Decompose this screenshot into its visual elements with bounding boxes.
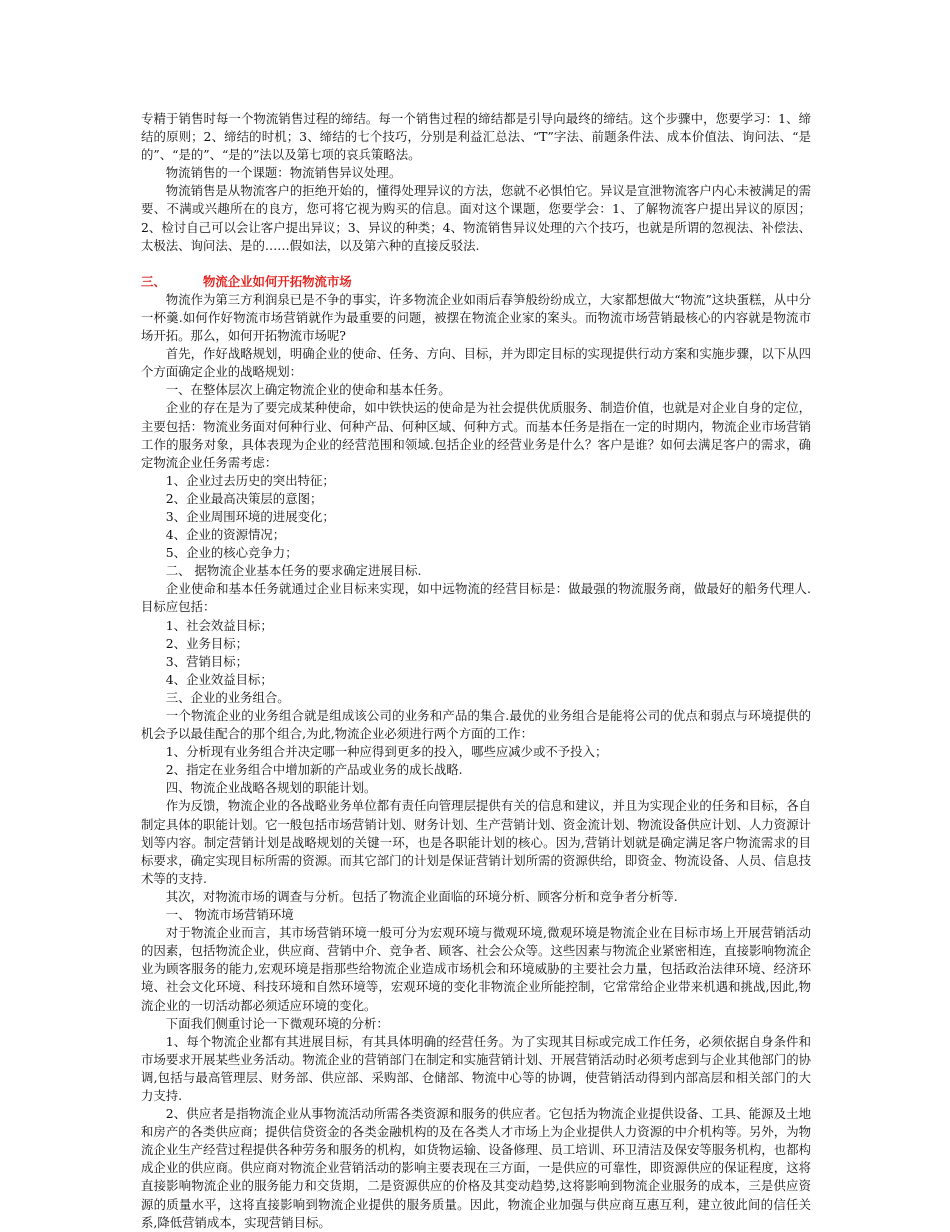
body-paragraph: 作为反馈，物流企业的各战略业务单位都有责任向管理层提供有关的信息和建议，并且为实现企业的任务和目标，各自制定具体的职能计划。它一般包括市场营销计划、财务计划、生产营销计划、资金流计划、物流设备供应计划、人力资源计划等内容。制定营销计划是战略规划的关键一环，也是各职能计划的核心。因为,营销计划就是确定满足客户物流需求的目标要求，确定实现目标所需的资源。而其它部门的计划是保证营销计划所需的资源供给，即资金、物流设备、人员、信息技术等的支持. [141,798,811,886]
body-paragraph: 物流作为第三方利润泉已是不争的事实，许多物流企业如雨后春笋般纷纷成立，大家都想做大“物流”这块蛋糕，从中分一杯羹.如何作好物流市场营销就作为最重要的问题，被摆在物流企业家的案头。而物流市场营销最核心的内容就是物流市场开拓。那么，如何开拓物流市场呢? [141,291,811,344]
body-paragraph: 1、企业过去历史的突出特征； [165,472,335,488]
body-paragraph: 2、供应者是指物流企业从事物流活动所需各类资源和服务的供应者。它包括为物流企业提供设备、工具、能源及土地和房产的各类供应商；提供信贷资金的各类金融机构的及在各类人才市场上为企业提供人力资源的中介机构等。另外，为物流企业生产经营过程提供各种劳务和服务的机构，如货物运输、设备修理、员工培训、环卫清洁及保安等服务机构，也都构成企业的供应商。供应商对物流企业营销活动的影响主要表现在三方面，一是供应的可靠性，即资源供应的保证程度，这将直接影响物流企业的服务能力和交货期，二是资源供应的价格及其变动趋势,这将影响到物流企业服务的成本，三是供应资源的质量水平，这将直接影响到物流企业提供的服务质量。因此，物流企业加强与供应商互惠互利，建立彼此间的信任关系,降低营销成本，实现营销目标。 [141,1106,811,1230]
body-paragraph: 2、企业最高决策层的意图； [165,490,323,506]
intro-paragraph-2: 物流销售的一个课题：物流销售异议处理。 [165,165,402,181]
section-body [141,291,811,1232]
body-paragraph: 企业的存在是为了要完成某种使命，如中铁快运的使命是为社会提供优质服务、制造价值，也就是对企业自身的定位，主要包括：物流业务面对何种行业、何种产品、何种区域、何种方式。而基本任务是指在一定的时期内，物流企业市场营销工作的服务对象，具体表现为企业的经营范围和领域.包括企业的经营业务是什么？客户是谁？如何去满足客户的需求，确定物流企业任务需考虑： [141,400,811,470]
body-paragraph: 2、指定在业务组合中增加新的产品或业务的成长战略. [165,762,463,778]
body-paragraph: 企业使命和基本任务就通过企业目标来实现，如中远物流的经营目标是：做最强的物流服务商，做最好的船务代理人.目标应包括： [141,581,811,615]
section-number: 三、 [141,273,166,289]
section-gap [141,255,811,273]
body-paragraph: 5、企业的核心竞争力； [165,545,298,561]
body-paragraph: 一个物流企业的业务组合就是组成该公司的业务和产品的集合.最优的业务组合是能将公司的优点和弱点与环境提供的机会予以最佳配合的那个组合,为此,物流企业必须进行两个方面的工作： [141,708,811,742]
body-paragraph: 一、在整体层次上确定物流企业的使命和基本任务。 [165,382,451,398]
body-paragraph: 4、企业效益目标； [165,671,273,687]
body-paragraph: 4、企业的资源情况； [165,527,286,543]
body-paragraph: 一、 物流市场营销环境 [165,907,294,923]
body-paragraph: 三、企业的业务组合。 [165,689,290,705]
intro-paragraph-3: 物流销售是从物流客户的拒绝开始的，懂得处理异议的方法，您就不必惧怕它。异议是宣泄物流客户内心未被满足的需要、不满或兴趣所在的良方，您可将它视为购买的信息。面对这个课题，您要学会：1、了解物流客户提出异议的原因；2、检讨自己可以会让客户提出异议；3、异议的种类；4、物流销售异议处理的六个技巧，也就是所谓的忽视法、补偿法、太极法、询问法、是的……假如法，以及第六种的直接反驳法. [141,183,811,253]
intro-paragraph-1: 专精于销售时每一个物流销售过程的缔结。每一个销售过程的缔结都是引导向最终的缔结。这个步骤中，您要学习：1、缔结的原则；2、缔结的时机；3、缔结的七个技巧，分别是利益汇总法、“T”字法、前题条件法、成本价值法、询问法、“是的”、“是的”、“是的”法以及第七项的哀兵策略法。 [141,111,811,163]
body-paragraph: 1、每个物流企业都有其进展目标，有其具体明确的经营任务。为了实现其目标或完成工作任务，必须依据自身条件和市场要求开展某些业务活动。物流企业的营销部门在制定和实施营销计划、开展营销活动时必须考虑到与企业其他部门的协调,包括与最高管理层、财务部、供应部、采购部、仓储部、物流中心等的协调，使营销活动得到内部高层和相关部门的大力支持. [141,1033,811,1103]
section-heading [141,273,811,291]
section-title: 物流企业如何开拓物流市场 [203,273,352,289]
body-paragraph: 下面我们侧重讨论一下微观环境的分析： [165,1015,389,1031]
body-paragraph: 3、营销目标； [165,653,249,669]
body-paragraph: 首先，作好战略规划，明确企业的使命、任务、方向、目标，并为即定目标的实现提供行动方案和实施步骤，以下从四个方面确定企业的战略规划： [141,346,811,380]
body-paragraph: 1、社会效益目标； [165,617,273,633]
document-page [141,110,811,1232]
body-paragraph: 二、 据物流企业基本任务的要求确定进展目标. [165,563,422,579]
body-paragraph: 四、物流企业战略各规划的职能计划。 [165,780,377,796]
body-paragraph: 1、分析现有业务组合并决定哪一种应得到更多的投入，哪些应减少或不予投入； [165,744,608,760]
body-paragraph: 对于物流企业而言，其市场营销环境一般可分为宏观环境与微观环境,微观环境是物流企业在目标市场上开展营销活动的因素，包括物流企业，供应商、营销中介、竞争者、顾客、社会公众等。这些因素与物流企业紧密相连，直接影响物流企业为顾客服务的能力,宏观环境是指那些给物流企业造成市场机会和环境威胁的主要社会力量，包括政治法律环境、经济环境、社会文化环境、科技环境和自然环境等，宏观环境的变化非物流企业所能控制，它常常给企业带来机遇和挑战,因此,物流企业的一切活动都必须适应环境的变化。 [141,925,811,1013]
body-paragraph: 3、企业周围环境的进展变化； [165,508,335,524]
body-paragraph: 2、业务目标； [165,635,249,651]
body-paragraph: 其次，对物流市场的调查与分析。包括了物流企业面临的环境分析、顾客分析和竞争者分析等. [165,888,678,904]
